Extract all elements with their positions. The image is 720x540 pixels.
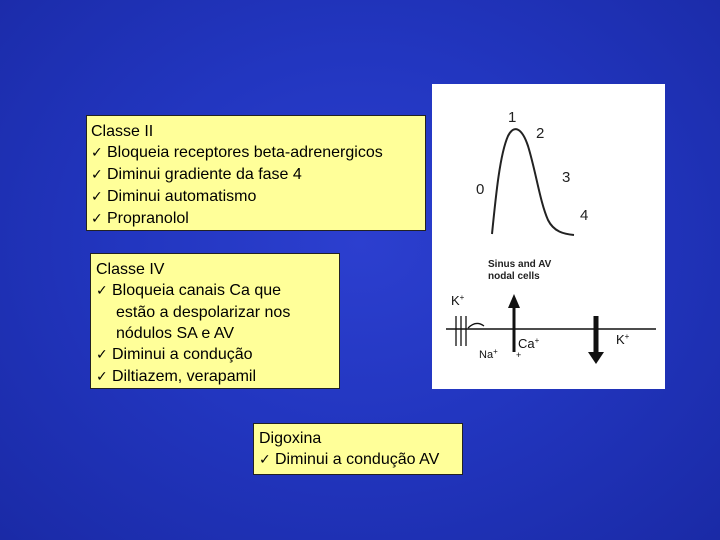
phase-label-4: 4: [580, 207, 589, 224]
classe-ii-item: [91, 164, 421, 186]
checkmark-icon: ✓: [91, 211, 103, 227]
checkmark-icon: ✓: [96, 283, 108, 299]
classe-ii-title: Classe II: [91, 123, 154, 140]
classe-iv-item-text: Diltiazem, verapamil: [112, 368, 257, 385]
ion-label-ca-plus: +: [516, 350, 522, 360]
figure-caption: Sinus and AV: [488, 259, 552, 270]
ion-label-k-right: K+: [616, 332, 630, 347]
checkmark-icon: ✓: [96, 347, 108, 363]
digoxina-title: Digoxina: [259, 430, 322, 447]
checkmark-icon: ✓: [96, 369, 108, 385]
checkmark-icon: ✓: [91, 189, 103, 205]
classe-iv-item: [96, 344, 334, 366]
k-efflux-arrows: [456, 316, 484, 346]
digoxina-box: [253, 423, 463, 475]
phase-label-3: 3: [562, 169, 571, 186]
checkmark-icon: ✓: [91, 167, 103, 183]
classe-ii-item: [91, 186, 421, 208]
classe-ii-item-text: Diminui automatismo: [107, 188, 257, 205]
figure-caption: nodal cells: [488, 271, 540, 282]
action-potential-diagram: [432, 84, 665, 389]
classe-iv-item-continuation: estão a despolarizar nos: [116, 304, 291, 321]
classe-ii-item-text: Bloqueia receptores beta-adrenergicos: [107, 144, 383, 161]
ion-label-ca: Ca+: [518, 336, 540, 351]
checkmark-icon: ✓: [259, 452, 271, 468]
checkmark-icon: ✓: [91, 145, 103, 161]
classe-iv-item-text: Diminui a condução: [112, 346, 253, 363]
action-potential-figure: [432, 84, 665, 389]
classe-ii-box: [86, 115, 426, 231]
classe-iv-item: [96, 366, 334, 388]
digoxina-item: [259, 449, 457, 471]
phase-label-2: 2: [536, 125, 545, 142]
classe-ii-item: [91, 142, 421, 164]
classe-ii-item-text: Diminui gradiente da fase 4: [107, 166, 302, 183]
classe-ii-item: [91, 208, 421, 230]
digoxina-item-text: Diminui a condução AV: [275, 451, 440, 468]
classe-ii-item-text: Propranolol: [107, 210, 189, 227]
classe-iv-box: [90, 253, 340, 389]
k-efflux-arrow: [588, 316, 604, 364]
ion-label-k-left: K+: [451, 293, 465, 308]
phase-label-0: 0: [476, 181, 485, 198]
ion-label-na: Na+: [479, 347, 498, 361]
classe-iv-title: Classe IV: [96, 261, 165, 278]
classe-iv-item: [96, 280, 334, 302]
phase-label-1: 1: [508, 109, 517, 126]
classe-iv-item-continuation: nódulos SA e AV: [116, 325, 235, 342]
classe-iv-item-text: Bloqueia canais Ca que: [112, 282, 282, 299]
